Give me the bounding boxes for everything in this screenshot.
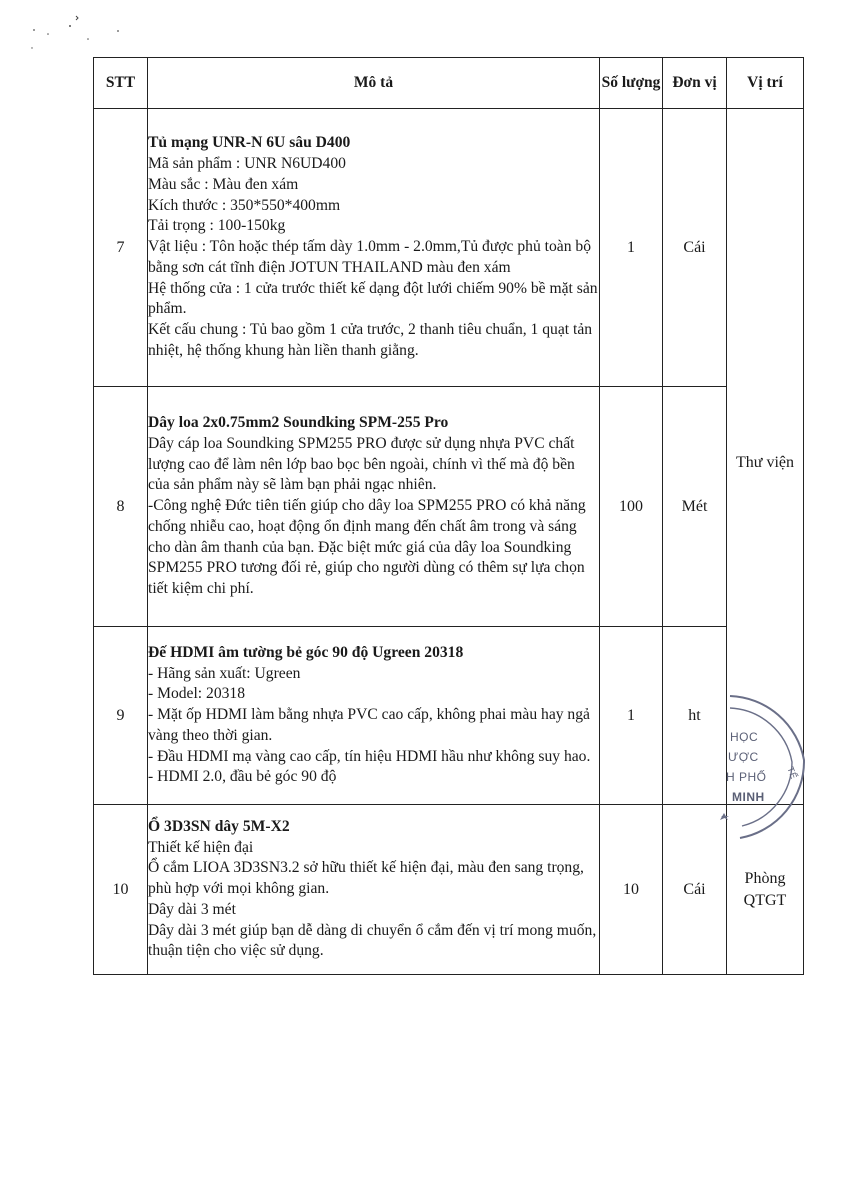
description-line: Dây cáp loa Soundking SPM255 PRO được sử dụng nhựa PVC chất lượng cao để làm nên lớp bao bọc bên ngoài, chính vì thế mà độ bền của sản phẩm này sẽ làm bạn phải ngạc nhiên. [148, 434, 575, 494]
scan-specks [30, 12, 140, 52]
row-quantity: 10 [600, 805, 663, 975]
row-title: Ổ 3D3SN dây 5M-X2 [148, 817, 290, 835]
equipment-table [93, 57, 804, 975]
stamp-text-side: TẾ [785, 765, 800, 781]
row-quantity: 100 [600, 387, 663, 627]
header-donvi: Đơn vị [663, 58, 727, 109]
row-description [148, 387, 600, 627]
description-line: - Model: 20318 [148, 685, 246, 703]
row-description [148, 109, 600, 387]
stamp-text-line4: MINH [732, 790, 765, 804]
description-line: Vật liệu : Tôn hoặc thép tấm dày 1.0mm - 2.0mm,Tủ được phủ toàn bộ bằng sơn cát tĩnh điện JOTUN THAILAND màu đen xám [148, 238, 591, 276]
stamp-text-line2: ƯỢC [728, 750, 759, 764]
row-stt: 9 [94, 627, 148, 805]
description-line: Dây dài 3 mét giúp bạn dễ dàng di chuyển ổ cắm đến vị trí mong muốn, thuận tiện cho việc sử dụng. [148, 921, 597, 960]
description-line: Tải trọng : 100-150kg [148, 217, 286, 235]
description-line: - HDMI 2.0, đầu bẻ góc 90 độ [148, 768, 337, 786]
stamp-text-line3: H PHỐ [726, 770, 767, 784]
row-unit: Mét [663, 387, 727, 627]
row-title: Dây loa 2x0.75mm2 Soundking SPM-255 Pro [148, 413, 449, 431]
row-title: Đế HDMI âm tường bẻ góc 90 độ Ugreen 20318 [148, 643, 464, 661]
location-thu-vien: Thư viện [736, 454, 794, 471]
row-unit: Cái [663, 109, 727, 387]
row-description [148, 627, 600, 805]
header-soluong: Số lượng [600, 58, 663, 109]
row-unit: ht [663, 627, 727, 805]
description-line: - Mặt ốp HDMI làm bằng nhựa PVC cao cấp, không phai màu hay ngả vàng theo thời gian. [148, 706, 590, 744]
row-description [148, 805, 600, 975]
row-unit: Cái [663, 805, 727, 975]
header-vitri: Vị trí [727, 58, 804, 109]
row-stt: 10 [94, 805, 148, 975]
description-line: Hệ thống cửa : 1 cửa trước thiết kế dạng đột lưới chiếm 90% bề mặt sản phẩm. [148, 279, 598, 318]
description-line: Ổ cắm LIOA 3D3SN3.2 sở hữu thiết kế hiện đại, màu đen sang trọng, phù hợp với mọi không gian. [148, 859, 584, 898]
description-line: - Đầu HDMI mạ vàng cao cấp, tín hiệu HDMI hầu như không suy hao. [148, 747, 591, 765]
header-stt: STT [94, 58, 148, 109]
description-line: - Hãng sản xuất: Ugreen [148, 664, 301, 682]
location-phong-qtgt: Phòng QTGT [743, 869, 787, 909]
row-quantity: 1 [600, 627, 663, 805]
row-quantity: 1 [600, 109, 663, 387]
description-line: Kích thước : 350*550*400mm [148, 196, 341, 214]
table-row [94, 387, 804, 627]
description-line: Thiết kế hiện đại [148, 838, 254, 856]
description-line: Dây dài 3 mét [148, 900, 236, 918]
row-title: Tủ mạng UNR-N 6U sâu D400 [148, 134, 351, 152]
table-row [94, 109, 804, 387]
row-stt: 8 [94, 387, 148, 627]
table-header-row [94, 58, 804, 109]
description-line: Mã sản phẩm : UNR N6UD400 [148, 154, 346, 172]
table-row [94, 627, 804, 805]
table-row [94, 805, 804, 975]
description-line: Kết cấu chung : Tủ bao gồm 1 cửa trước, 2 thanh tiêu chuẩn, 1 quạt tản nhiệt, hệ thống khung hàn liền thanh giằng. [148, 321, 593, 360]
row-stt: 7 [94, 109, 148, 387]
location-cell-thu-vien [727, 109, 804, 805]
stamp-text-line1: HỌC [730, 730, 759, 744]
description-line: Màu sắc : Màu đen xám [148, 175, 299, 193]
description-line: -Công nghệ Đức tiên tiến giúp cho dây loa SPM255 PRO có khả năng chống nhiễu cao, hoạt động ổn định mang đến chất âm trong và sáng cho dàn âm thanh của bạn. Đặc biệt mức giá của dây loa Soundking SPM255 PRO tương đối rẻ, giúp cho người dùng có thêm sự lựa chọn tiết kiệm chi phí. [148, 497, 586, 598]
header-mota: Mô tả [148, 58, 600, 109]
location-cell-qtgt [727, 805, 804, 975]
